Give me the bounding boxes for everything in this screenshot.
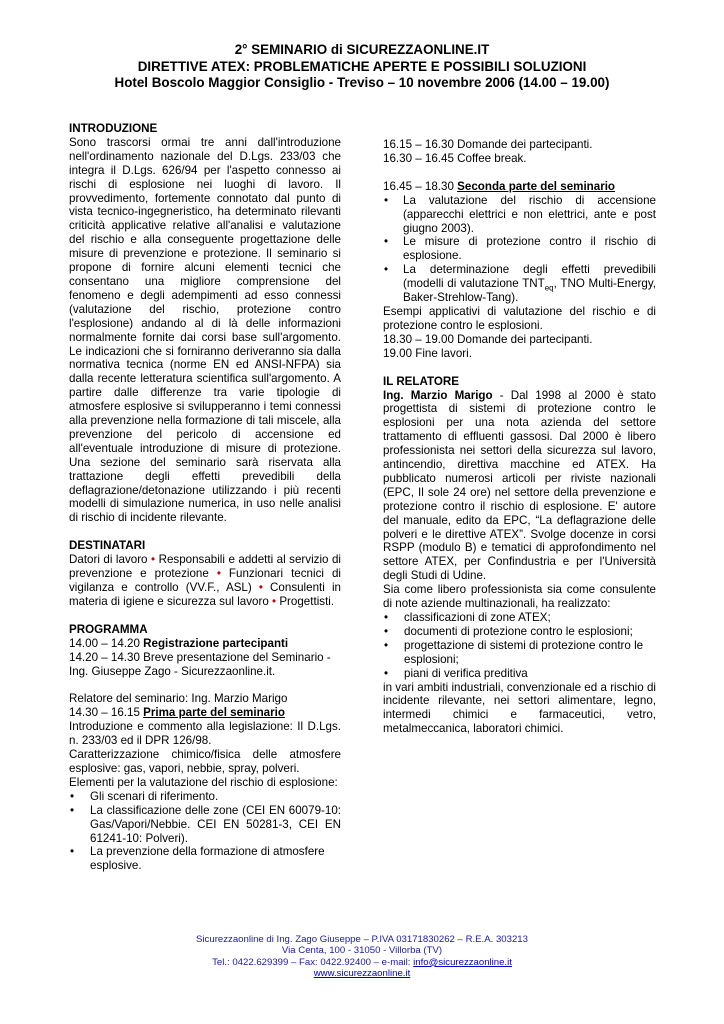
part1-paragraph: Elementi per la valutazione del rischio di esplosione:: [69, 775, 338, 789]
presentation-line: 14.20 – 14.30 Breve presentazione del Seminario - Ing. Giuseppe Zago - Sicurezzaonline.it.: [69, 650, 331, 678]
part1-label: Prima parte del seminario: [143, 706, 285, 720]
list-item: [69, 790, 341, 804]
registration-label: Registrazione partecipanti: [143, 636, 289, 650]
right-column: [383, 138, 656, 736]
list-item-text: La prevenzione della formazione di atmosfere esplosive.: [90, 845, 325, 873]
header-title: 2° SEMINARIO di SICUREZZAONLINE.IT: [234, 42, 490, 57]
domande2-line: 18.30 – 19.00 Domande dei partecipanti.: [383, 332, 593, 346]
separator-dot: •: [151, 553, 156, 567]
list-item-text: piani di verifica preditiva: [404, 666, 528, 680]
relatore-bio-text: - Dal 1998 al 2000 è stato progettista di sistemi di protezione contro le esplosioni per una nota azienda del settore trattamento di effluenti gassosi. Dal 2000 è libero professionista nei settori della sicurezza sul lavoro, antincendio, direttiva macchine ed ATEX. Ha pubblicato numerosi articoli per riviste nazionali (EPC, Il sole 24 ore) nel settore della prevenzione e protezione contro il rischio di esplosione. E' autore del manuale, edito da EPC, “La deflagrazione delle polveri e le direttive ATEX”. Svolge docenze in corsi RSPP (modulo B) e tematici di approfondimento nel settore ATEX, per Confindustria e per l'Università degli Studi di Udine.: [383, 388, 656, 583]
list-item: [383, 611, 656, 625]
destinatari-text: [69, 553, 341, 609]
relatore-closing: in vari ambiti industriali, convenzionale ed a rischio di incidente rilevante, nei settori alimentare, legno, intermedi chimici e farmaceutici, vetro, metalmeccanica, laboratori chimici.: [383, 680, 656, 736]
part2-time: 16.45 – 18.30: [383, 179, 454, 193]
programma-heading: PROGRAMMA: [69, 622, 148, 636]
footer-company-line: Sicurezzaonline di Ing. Zago Giuseppe – P.IVA 03171830262 – R.E.A. 303213: [196, 934, 528, 945]
separator-dot: •: [258, 581, 263, 594]
fine-line: 19.00 Fine lavori.: [383, 346, 472, 360]
footer-email-link[interactable]: info@sicurezzaonline.it: [413, 956, 512, 968]
registration-time: 14.00 – 14.20: [69, 636, 140, 650]
list-item: [383, 667, 656, 681]
document-footer: [40, 934, 684, 980]
list-item-text: Gli scenari di riferimento.: [90, 789, 219, 803]
part1-line: [69, 706, 341, 720]
destinatari-item: Consulenti in materia di igiene e sicurezza sul lavoro: [69, 581, 341, 608]
part1-bullet-list: [69, 790, 341, 873]
relatore-line: Relatore del seminario: Ing. Marzio Marigo: [69, 692, 288, 706]
intro-heading: INTRODUZIONE: [69, 122, 158, 135]
part1-time: 14.30 – 16.15: [69, 706, 140, 720]
list-item: [69, 845, 341, 873]
part2-line: [383, 180, 656, 194]
list-item: [383, 263, 656, 305]
document-header: [40, 42, 684, 92]
relatore-bio: [383, 389, 656, 584]
destinatari-item: Funzionari tecnici di vigilanza e controllo (VV.F., ASL): [69, 567, 341, 594]
footer-website-link[interactable]: www.sicurezzaonline.it: [313, 968, 411, 980]
part1-paragraph: Introduzione e commento alla legislazione: Il D.Lgs. n. 233/03 ed il DPR 126/98.: [69, 720, 341, 748]
coffee-line: 16.30 – 16.45 Coffee break.: [383, 151, 527, 165]
header-subtitle: DIRETTIVE ATEX: PROBLEMATICHE APERTE E POSSIBILI SOLUZIONI: [137, 58, 587, 74]
list-item-text: La determinazione degli effetti prevedibili (modelli di valutazione TNT: [403, 263, 656, 291]
relatore-name: Ing. Marzio Marigo: [383, 388, 493, 402]
list-item: [383, 639, 656, 667]
header-venue-date: Hotel Boscolo Maggior Consiglio - Treviso – 10 novembre 2006 (14.00 – 19.00): [114, 75, 610, 91]
list-item: [383, 194, 656, 236]
list-item-text: Le misure di protezione contro il rischio di esplosione.: [403, 235, 656, 263]
destinatari-heading: DESTINATARI: [69, 539, 146, 553]
list-item-text: La valutazione del rischio di accensione (apparecchi elettrici e non elettrici, ante e post giugno 2003).: [403, 193, 656, 235]
list-item: [383, 625, 656, 639]
relatore-heading: IL RELATORE: [383, 374, 460, 388]
part2-bullet-list: [383, 194, 656, 305]
list-item-text: documenti di protezione contro le esplosioni;: [404, 624, 633, 638]
esempi-line: Esempi applicativi di valutazione del rischio e di protezione contro le esplosioni.: [383, 304, 656, 332]
left-column: [69, 122, 341, 873]
domande-line: 16.15 – 16.30 Domande dei partecipanti.: [383, 138, 593, 151]
list-item-text: La classificazione delle zone (CEI EN 60079-10: Gas/Vapori/Nebbie. CEI EN 50281-3, CEI EN 61241-10: Polveri).: [90, 803, 341, 845]
list-item-text: progettazione di sistemi di protezione contro le esplosioni;: [404, 638, 644, 666]
list-item: [383, 235, 656, 263]
part1-paragraph: Caratterizzazione chimico/fisica delle atmosfere esplosive: gas, vapori, nebbie, spray, polveri.: [69, 748, 341, 775]
subscript: eq: [544, 283, 554, 293]
part2-label: Seconda parte del seminario: [457, 179, 616, 193]
destinatari-item: Progettisti.: [279, 594, 335, 608]
list-item-text: classificazioni di zone ATEX;: [404, 611, 551, 624]
footer-contact-line: [40, 957, 684, 968]
relatore-consulente: Sia come libero professionista sia come consulente di note aziende multinazionali, ha realizzato:: [383, 583, 656, 611]
list-item-text: , TNO Multi-Energy, Baker-Strehlow-Tang).: [403, 277, 656, 305]
separator-dot: •: [272, 594, 277, 608]
relatore-bullet-list: [383, 611, 656, 681]
intro-text: Sono trascorsi ormai tre anni dall'introduzione nell'ordinamento nazionale del D.Lgs. 233/03 che integra il D.Lgs. 626/94 per l'aspetto connesso ai rischi di esplosione nei luoghi di lavoro. Il provvedimento, fortemente connotato dal punto di vista tecnico-ingegneristico, ha determinato rilevanti criticità applicative relative all'analisi e valutazione del rischio e alla conseguente progettazione delle misure di prevenzione e protezione. Il seminario si propone di fornire alcuni elementi tecnici che consentano una migliore comprensione del fenomeno e degli adempimenti ad esso connessi (valutazione del rischio, protezione contro l'esplosione) andando al di là delle informazioni normalmente fornite dai corsi base sull'argomento. Le indicazioni che si forniranno deriveranno sia dalla normativa tecnica (norme EN ed ANSI-NFPA) sia dalla recente letteratura scientifica sull'argomento. A partire dalle differenze tra varie tipologie di atmosfere esplosive si svilupperanno i temi connessi alla prevenzione nella formazione di tali miscele, alla prevenzione del pericolo di accensione ed all'eventuale introduzione di misure di protezione. Una sezione del seminario sarà riservata alla trattazione degli effetti prevedibili della deflagrazione/detonazione utilizzando i più recenti modelli di simulazione numerica, in uso nelle analisi di rischio di incidente rilevante.: [69, 135, 341, 525]
footer-phone-fax: Tel.: 0422.629399 – Fax: 0422.92400 – e-mail:: [212, 956, 414, 968]
destinatari-item: Responsabili e addetti al servizio di prevenzione e protezione: [69, 553, 341, 581]
registration-line: [69, 637, 341, 651]
separator-dot: •: [216, 567, 221, 581]
footer-address-line: Via Centa, 100 - 31050 - Villorba (TV): [281, 945, 443, 957]
list-item: [69, 804, 341, 846]
destinatari-item: Datori di lavoro: [69, 553, 148, 567]
